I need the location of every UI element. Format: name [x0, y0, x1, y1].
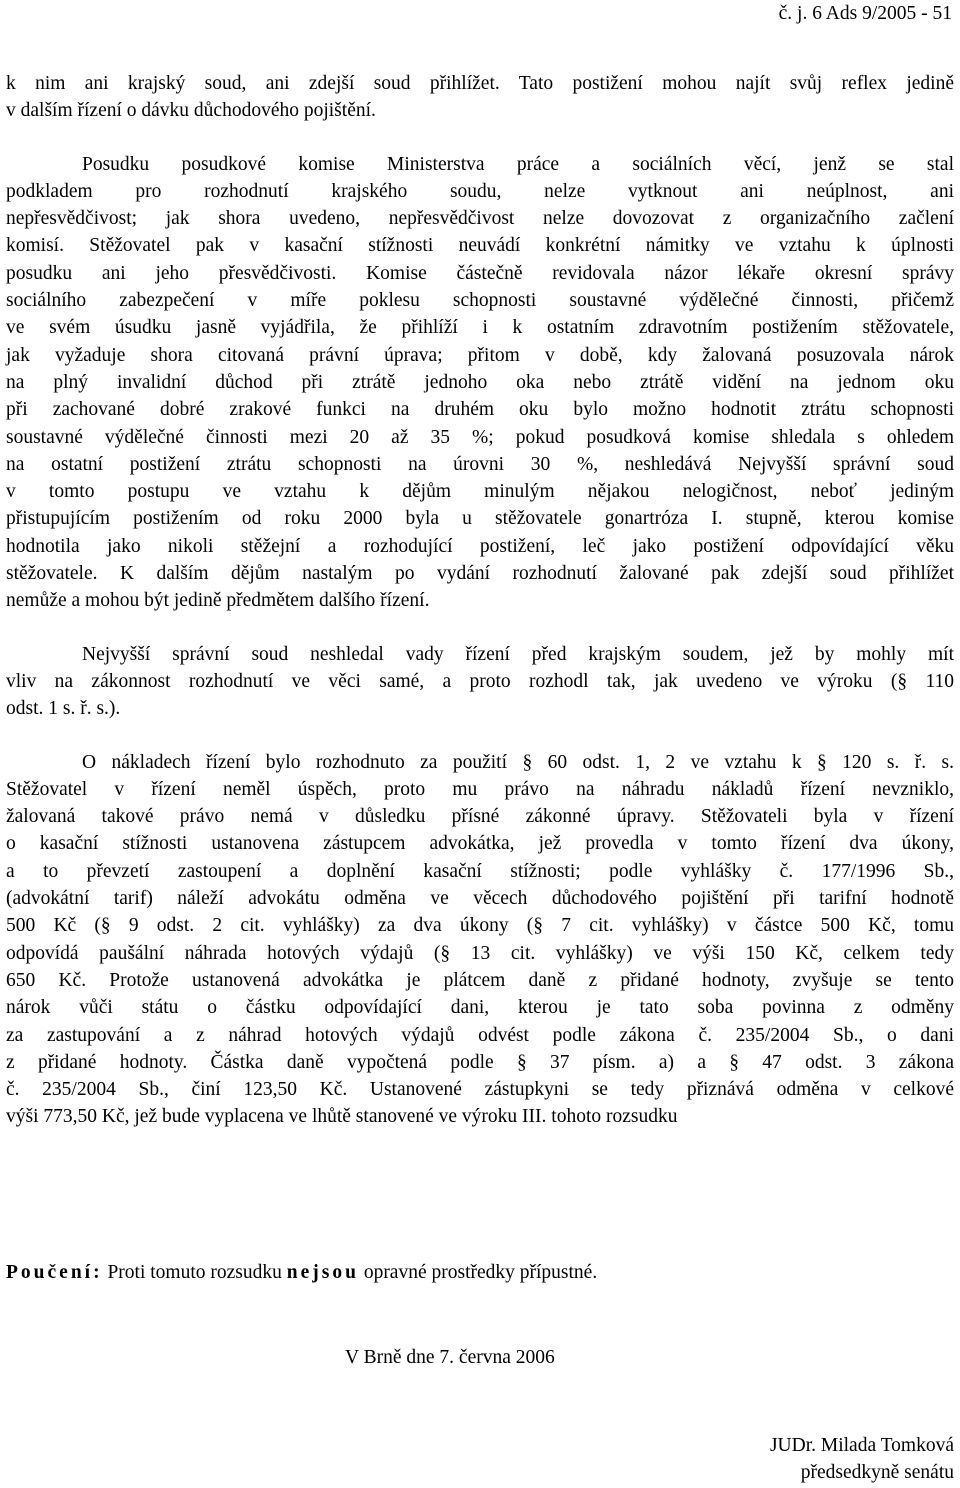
- text-line: odst. 1 s. ř. s.).: [6, 698, 121, 720]
- place-and-date: V Brně dne 7. června 2006: [345, 1347, 555, 1368]
- signature-block: [770, 1432, 954, 1486]
- text-line: sociálního zabezpečení v míře poklesu schopnosti soustavné výdělečné činnosti, přičemž: [6, 290, 954, 312]
- text-line: posudku ani jeho přesvědčivosti. Komise částečně revidovala názor lékaře okresní správy: [6, 262, 954, 284]
- text-line: nemůže a mohou být jedině předmětem dalšího řízení.: [6, 590, 430, 612]
- document-body: [6, 70, 954, 1131]
- text-line: za zastupování a z náhrad hotových výdajů odvést podle zákona č. 235/2004 Sb., o dani: [6, 1024, 954, 1046]
- text-line: na ostatní postižení ztrátu schopnosti na úrovni 30 %, neshledává Nejvyšší správní soud: [6, 453, 954, 475]
- text-line: na plný invalidní důchod při ztrátě jednoho oka nebo ztrátě vidění na jednom oku: [6, 371, 954, 393]
- text-line: vliv na zákonnost rozhodnutí ve věci samé, a proto rozhodl tak, jak uvedeno ve výroku (§ 110: [6, 670, 954, 692]
- text-line: komisí. Stěžovatel pak v kasační stížnosti neuvádí konkrétní námitky ve vztahu k úplnosti: [6, 235, 954, 257]
- text-line: z přidané hodnoty. Částka daně vypočtená podle § 37 písm. a) a § 47 odst. 3 zákona: [6, 1051, 954, 1073]
- text-line: a to převzetí zastoupení a doplnění kasační stížnosti; podle vyhlášky č. 177/1996 Sb.,: [6, 860, 954, 882]
- instruction-label: Poučení:: [6, 1262, 103, 1283]
- text-line: výši 773,50 Kč, jež bude vyplacena ve lhůtě stanovené ve výroku III. tohoto rozsudku: [6, 1106, 678, 1128]
- text-line: podkladem pro rozhodnutí krajského soudu, nelze vytknout ani neúplnost, ani: [6, 180, 954, 202]
- case-reference: č. j. 6 Ads 9/2005 - 51: [778, 3, 952, 24]
- text-line: k nim ani krajský soud, ani zdejší soud přihlížet. Tato postižení mohou najít svůj reflex jedině: [6, 73, 954, 94]
- text-line: v tomto postupu ve vztahu k dějům minulým nějakou nelogičnost, neboť jediným: [6, 481, 954, 503]
- paragraph-1: [6, 70, 954, 125]
- text-line: odpovídá paušální náhrada hotových výdajů (§ 13 cit. vyhlášky) ve výši 150 Kč, celkem tedy: [6, 942, 954, 964]
- text-line: (advokátní tarif) náleží advokátu odměna ve věcech důchodového pojištění při tarifní hodnotě: [6, 888, 954, 910]
- text-line: ve svém úsudku jasně vyjádřila, že přihlíží i k ostatním zdravotním postižením stěžovatele,: [6, 317, 954, 339]
- paragraph-2: [6, 151, 954, 615]
- paragraph-3: [6, 641, 954, 723]
- instruction-text-after: opravné prostředky přípustné.: [358, 1262, 598, 1283]
- text-line: O nákladech řízení bylo rozhodnuto za použití § 60 odst. 1, 2 ve vztahu k § 120 s. ř. s.: [82, 751, 954, 773]
- text-line: v dalším řízení o dávku důchodového pojištění.: [6, 100, 376, 122]
- text-line: při zachované dobré zrakové funkci na druhém oku bylo možno hodnotit ztrátu schopnosti: [6, 399, 954, 421]
- text-line: nárok vůči státu o částku odpovídající dani, kterou je tato soba povinna z odměny: [6, 997, 954, 1019]
- text-line: soustavné výdělečné činnosti mezi 20 až 35 %; pokud posudková komise shledala s ohledem: [6, 426, 954, 448]
- text-line: č. 235/2004 Sb., činí 123,50 Kč. Ustanovené zástupkyni se tedy přiznává odměna v celkové: [6, 1079, 954, 1101]
- text-line: 500 Kč (§ 9 odst. 2 cit. vyhlášky) za dva úkony (§ 7 cit. vyhlášky) v částce 500 Kč, tomu: [6, 915, 954, 937]
- text-line: Posudku posudkové komise Ministerstva práce a sociálních věcí, jenž se stal: [82, 153, 954, 175]
- text-line: žalovaná takové právo nemá v důsledku přísné zákonné úpravy. Stěžovateli byla v řízení: [6, 806, 954, 828]
- signatory-role: předsedkyně senátu: [800, 1462, 954, 1483]
- text-line: jak vyžaduje shora citovaná právní úprava; přitom v době, kdy žalovaná posuzovala nárok: [6, 344, 954, 366]
- text-line: Nejvyšší správní soud neshledal vady řízení před krajským soudem, jež by mohly mít: [82, 643, 954, 665]
- text-line: stěžovatele. K dalším dějům nastalým po vydání rozhodnutí žalované pak zdejší soud přihlížet: [6, 563, 954, 585]
- text-line: přistupujícím postižením od roku 2000 byla u stěžovatele gonartróza I. stupně, kterou komise: [6, 508, 954, 530]
- signatory-name: JUDr. Milada Tomková: [769, 1435, 954, 1456]
- text-line: nepřesvědčivost; jak shora uvedeno, nepřesvědčivost nelze dovozovat z organizačního začlení: [6, 208, 954, 230]
- paragraph-4: [6, 749, 954, 1131]
- instruction-emphasis: nejsou: [286, 1262, 359, 1283]
- text-line: o kasační stížnosti ustanovena zástupcem advokátka, jež provedla v tomto řízení dva úkony,: [6, 833, 954, 855]
- text-line: Stěžovatel v řízení neměl úspěch, proto mu právo na náhradu nákladů řízení nevzniklo,: [6, 778, 954, 800]
- instruction-text-before: Proti tomuto rozsudku: [102, 1262, 287, 1283]
- text-line: 650 Kč. Protože ustanovená advokátka je plátcem daně z přidané hodnoty, zvyšuje se tento: [6, 969, 954, 991]
- text-line: hodnotila jako nikoli stěžejní a rozhodující postižení, leč jako postižení odpovídající věku: [6, 535, 954, 557]
- legal-instruction: [6, 1259, 597, 1286]
